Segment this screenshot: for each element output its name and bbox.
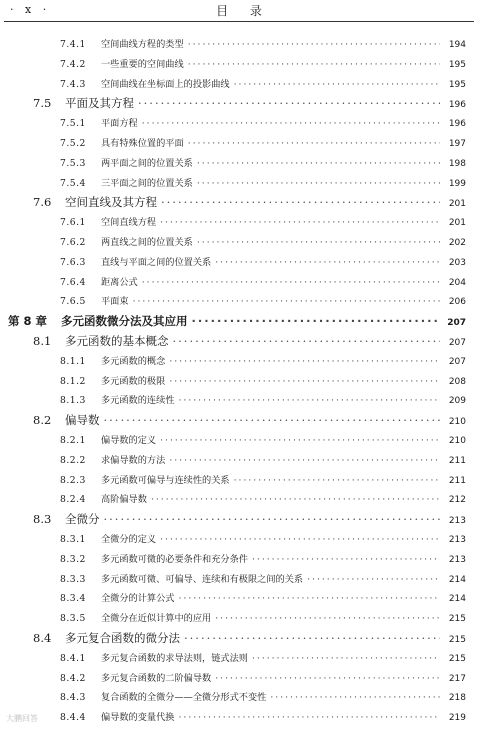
toc-entry-number: 8.4.3	[60, 692, 86, 704]
toc-subsection	[0, 115, 478, 135]
toc-section	[0, 194, 478, 214]
dot-leader	[160, 534, 440, 545]
toc-entry-page: 203	[448, 257, 466, 268]
toc-entry-title: 多元复合函数的求导法则，链式法则	[101, 652, 248, 664]
toc-entry-number: 8.1	[33, 333, 52, 348]
toc-subsection	[0, 56, 478, 76]
toc-subsection	[0, 590, 478, 610]
toc-entry-title: 空间直线及其方程	[65, 195, 157, 210]
toc-entry-title: 全微分的计算公式	[101, 593, 175, 605]
toc-section	[0, 511, 478, 531]
toc-entry-title: 平面方程	[101, 118, 138, 130]
toc-entry-page: 195	[448, 79, 466, 90]
toc-entry-number: 7.6	[33, 195, 52, 210]
dot-leader	[234, 79, 440, 90]
toc-entry-number: 8.3.5	[60, 613, 86, 625]
toc-entry-number: 8.2.1	[60, 434, 86, 446]
toc-entry-number: 7.6.5	[60, 296, 86, 308]
toc-subsection	[0, 670, 478, 690]
toc-entry-title: 具有特殊位置的平面	[101, 137, 184, 149]
dot-leader	[215, 613, 440, 624]
dot-leader	[142, 118, 440, 129]
dot-leader	[307, 574, 440, 585]
toc-entry-title: 空间曲线方程的类型	[101, 39, 184, 50]
table-of-contents	[0, 36, 478, 729]
toc-subsection	[0, 234, 478, 254]
toc-entry-title: 高阶偏导数	[101, 494, 147, 506]
toc-entry-number: 8.2.4	[60, 494, 86, 506]
toc-entry-title: 求偏导数的方法	[101, 454, 166, 466]
dot-leader	[188, 39, 440, 50]
toc-subsection	[0, 353, 478, 373]
toc-chapter	[0, 313, 478, 333]
toc-entry-title: 距离公式	[101, 276, 138, 288]
toc-entry-page: 204	[448, 277, 466, 288]
toc-entry-title: 全微分的定义	[101, 533, 157, 545]
toc-entry-number: 8.4.1	[60, 652, 86, 664]
dot-leader	[142, 277, 440, 288]
toc-section	[0, 95, 478, 115]
toc-entry-number: 7.6.2	[60, 236, 86, 248]
toc-entry-number: 8.3.1	[60, 533, 86, 545]
toc-entry-page: 194	[448, 40, 466, 50]
dot-leader	[133, 296, 440, 307]
toc-subsection	[0, 135, 478, 155]
toc-subsection	[0, 254, 478, 274]
dot-leader	[184, 631, 440, 645]
toc-entry-page: 217	[448, 673, 466, 684]
toc-entry-number: 8.4.2	[60, 672, 86, 684]
dot-leader	[179, 593, 441, 604]
toc-entry-page: 215	[448, 653, 466, 664]
watermark: 大鹏回答	[6, 714, 38, 723]
toc-entry-title: 复合函数的全微分——全微分形式不变性	[101, 692, 267, 704]
toc-entry-title: 直线与平面之间的位置关系	[101, 256, 212, 268]
toc-section	[0, 333, 478, 353]
dot-leader	[215, 257, 440, 268]
toc-entry-number: 8.4.4	[60, 712, 86, 724]
dot-leader	[270, 692, 440, 703]
toc-section	[0, 412, 478, 432]
toc-entry-title: 多元函数的概念	[101, 355, 166, 367]
page-header	[0, 0, 478, 22]
toc-entry-page: 215	[448, 614, 466, 625]
toc-subsection	[0, 392, 478, 412]
dot-leader	[188, 59, 440, 70]
toc-subsection	[0, 274, 478, 294]
toc-entry-page: 211	[448, 455, 466, 466]
toc-entry-number: 7.4.2	[60, 58, 86, 70]
toc-subsection	[0, 531, 478, 551]
toc-entry-page: 218	[448, 693, 466, 704]
toc-subsection	[0, 452, 478, 472]
toc-entry-title: 多元函数可偏导与连续性的关系	[101, 474, 230, 486]
toc-entry-page: 210	[448, 417, 466, 428]
dot-leader	[252, 554, 440, 565]
toc-entry-number: 7.4.3	[60, 78, 86, 90]
toc-entry-page: 202	[448, 237, 466, 248]
toc-subsection	[0, 491, 478, 511]
toc-entry-page: 206	[448, 297, 466, 308]
dot-leader	[192, 314, 440, 328]
toc-entry-number: 8.3.2	[60, 553, 86, 565]
dot-leader	[197, 237, 440, 248]
toc-entry-title: 偏导数的变量代换	[101, 712, 175, 724]
toc-entry-title: 三平面之间的位置关系	[101, 177, 193, 189]
toc-subsection	[0, 571, 478, 591]
dot-leader	[188, 138, 440, 149]
toc-entry-page: 198	[448, 158, 466, 169]
dot-leader	[104, 413, 441, 427]
toc-entry-number: 8.2.3	[60, 474, 86, 486]
dot-leader	[138, 96, 440, 110]
toc-entry-page: 196	[448, 100, 466, 111]
toc-entry-number: 8.2.2	[60, 454, 86, 466]
toc-entry-number: 7.5.2	[60, 137, 86, 149]
toc-entry-title: 偏导数的定义	[101, 434, 157, 446]
toc-subsection	[0, 472, 478, 492]
toc-entry-number: 8.3.4	[60, 593, 86, 605]
toc-entry-page: 215	[448, 634, 466, 645]
toc-entry-title: 两直线之间的位置关系	[101, 236, 193, 248]
toc-entry-page: 213	[448, 554, 466, 565]
toc-entry-page: 213	[448, 516, 466, 527]
dot-leader	[179, 395, 441, 406]
toc-entry-number: 第 8 章	[8, 314, 48, 329]
toc-subsection	[0, 432, 478, 452]
toc-entry-page: 214	[448, 574, 466, 585]
toc-subsection	[0, 373, 478, 393]
dot-leader	[215, 673, 440, 684]
toc-entry-number: 8.4	[33, 630, 52, 645]
toc-entry-title: 平面及其方程	[65, 96, 134, 111]
toc-entry-page: 211	[448, 475, 466, 486]
toc-entry-page: 207	[448, 356, 466, 367]
toc-entry-number: 8.2	[33, 413, 52, 428]
toc-entry-title: 一些重要的空间曲线	[101, 58, 184, 70]
toc-entry-number: 8.3.3	[60, 573, 86, 585]
toc-entry-title: 多元函数微分法及其应用	[61, 314, 188, 329]
dot-leader	[179, 712, 441, 723]
toc-subsection	[0, 610, 478, 630]
toc-subsection	[0, 709, 478, 729]
dot-leader	[104, 512, 441, 526]
toc-subsection	[0, 214, 478, 234]
toc-entry-page: 209	[448, 396, 466, 407]
toc-section	[0, 630, 478, 650]
toc-entry-title: 平面束	[101, 296, 129, 308]
toc-entry-title: 全微分在近似计算中的应用	[101, 613, 212, 625]
toc-entry-title: 空间曲线在坐标面上的投影曲线	[101, 78, 230, 90]
dot-leader	[160, 217, 440, 228]
dot-leader	[169, 376, 440, 387]
toc-entry-number: 7.6.1	[60, 217, 86, 229]
toc-entry-page: 219	[448, 713, 466, 724]
dot-leader	[197, 158, 440, 169]
toc-entry-number: 7.5.3	[60, 157, 86, 169]
toc-entry-title: 多元函数的极限	[101, 375, 166, 387]
page-number: · x ·	[10, 3, 51, 16]
dot-leader	[161, 195, 440, 209]
toc-entry-title: 多元函数可微的必要条件和充分条件	[101, 553, 248, 565]
toc-entry-number: 7.5	[33, 96, 52, 111]
toc-entry-number: 7.5.1	[60, 118, 86, 130]
toc-entry-page: 197	[448, 138, 466, 149]
dot-leader	[151, 494, 440, 505]
dot-leader	[197, 178, 440, 189]
toc-subsection	[0, 650, 478, 670]
dot-leader	[169, 356, 440, 367]
toc-entry-title: 偏导数	[65, 413, 100, 428]
dot-leader	[169, 455, 440, 466]
toc-subsection	[0, 155, 478, 175]
toc-subsection	[0, 689, 478, 709]
dot-leader	[160, 435, 440, 446]
toc-entry-number: 7.5.4	[60, 177, 86, 189]
toc-entry-number: 8.1.2	[60, 375, 86, 387]
toc-entry-page: 213	[448, 534, 466, 545]
dot-leader	[173, 334, 441, 348]
toc-entry-page: 201	[448, 199, 466, 210]
toc-entry-number: 8.1.3	[60, 395, 86, 407]
toc-entry-page: 210	[448, 435, 466, 446]
toc-entry-title: 多元复合函数的微分法	[65, 630, 180, 645]
toc-entry-number: 8.1.1	[60, 355, 86, 367]
toc-entry-number: 7.6.3	[60, 256, 86, 268]
toc-entry-page: 207	[447, 318, 466, 329]
toc-entry-page: 208	[448, 376, 466, 387]
toc-entry-title: 多元复合函数的二阶偏导数	[101, 672, 212, 684]
toc-entry-number: 7.6.4	[60, 276, 86, 288]
dot-leader	[252, 653, 440, 664]
toc-entry-page: 207	[448, 337, 466, 348]
toc-entry-title: 多元函数的连续性	[101, 395, 175, 407]
toc-entry-page: 214	[448, 594, 466, 605]
toc-subsection	[0, 293, 478, 313]
page-title: 目 录	[216, 4, 262, 18]
toc-entry-number: 7.4.1	[60, 39, 86, 50]
toc-subsection	[0, 76, 478, 96]
toc-entry-page: 196	[448, 119, 466, 130]
toc-entry-title: 多元函数可微、可偏导、连续和有极限之间的关系	[101, 573, 304, 585]
toc-subsection	[0, 551, 478, 571]
toc-entry-number: 8.3	[33, 512, 52, 527]
toc-entry-page: 201	[448, 218, 466, 229]
toc-entry-title: 多元函数的基本概念	[65, 333, 169, 348]
toc-entry-page: 212	[448, 495, 466, 506]
toc-entry-title: 全微分	[65, 512, 100, 527]
dot-leader	[234, 475, 440, 486]
toc-subsection	[0, 175, 478, 195]
toc-entry-page: 199	[448, 178, 466, 189]
toc-subsection	[0, 36, 478, 56]
toc-entry-page: 195	[448, 59, 466, 70]
header-rule	[4, 21, 474, 22]
toc-entry-title: 两平面之间的位置关系	[101, 157, 193, 169]
toc-entry-title: 空间直线方程	[101, 217, 157, 229]
